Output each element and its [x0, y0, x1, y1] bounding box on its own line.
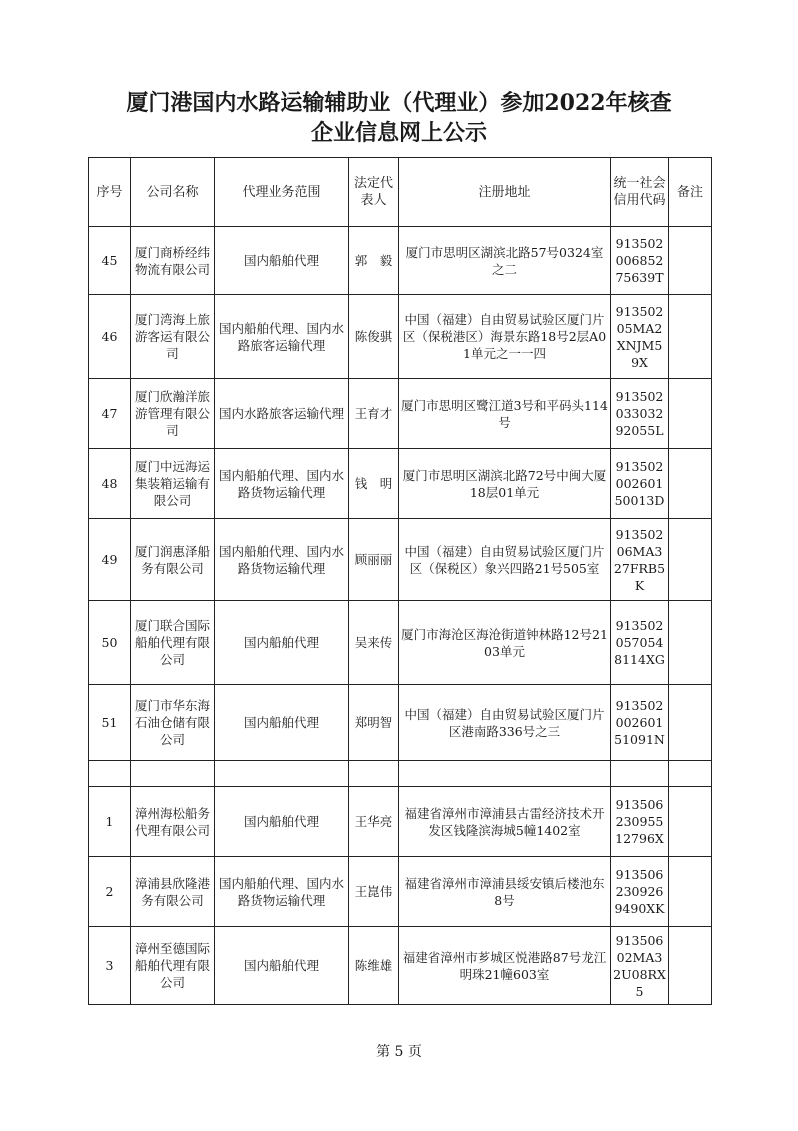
- header-scope: 代理业务范围: [215, 158, 349, 227]
- header-note: 备注: [669, 158, 712, 227]
- cell-rep: 王崑伟: [349, 857, 399, 927]
- cell-no: 1: [89, 787, 131, 857]
- cell-code: 913506230926 9490XK: [611, 857, 669, 927]
- cell-code: 91350206MA327FRB5K: [611, 519, 669, 601]
- cell-scope: 国内船舶代理、国内水路旅客运输代理: [215, 295, 349, 379]
- cell-name: 厦门润惠泽船务有限公司: [131, 519, 215, 601]
- company-table: [88, 157, 712, 1005]
- cell-no: 50: [89, 601, 131, 685]
- cell-scope: 国内船舶代理: [215, 787, 349, 857]
- cell-note: [669, 449, 712, 519]
- cell-name: 厦门市华东海石油仓储有限公司: [131, 685, 215, 761]
- blank-row: [89, 761, 712, 787]
- cell-no: 51: [89, 685, 131, 761]
- header-row: [89, 158, 712, 227]
- cell-addr: 福建省漳州市漳浦县绥安镇后楼池东8号: [399, 857, 611, 927]
- cell-scope: 国内船舶代理: [215, 927, 349, 1005]
- cell-note: [669, 927, 712, 1005]
- cell-note: [669, 379, 712, 449]
- cell-code: 91350602MA32U08RX5: [611, 927, 669, 1005]
- cell-no: 48: [89, 449, 131, 519]
- cell-name: 厦门商桥经纬物流有限公司: [131, 227, 215, 295]
- cell-addr: 中国（福建）自由贸易试验区厦门片区（保税区）象兴四路21号505室: [399, 519, 611, 601]
- cell-addr: 厦门市思明区湖滨北路57号0324室之二: [399, 227, 611, 295]
- cell-addr: 中国（福建）自由贸易试验区厦门片区港南路336号之三: [399, 685, 611, 761]
- page-number: 第 5 页: [376, 1044, 422, 1060]
- cell-no: 45: [89, 227, 131, 295]
- header-code: 统一社会信用代码: [611, 158, 669, 227]
- header-addr: 注册地址: [399, 158, 611, 227]
- table-row: [89, 519, 712, 601]
- cell-rep: 陈俊骐: [349, 295, 399, 379]
- header-rep: 法定代表人: [349, 158, 399, 227]
- cell-rep: 吴来传: [349, 601, 399, 685]
- header-name: 公司名称: [131, 158, 215, 227]
- cell-code: 91350623095512796X: [611, 787, 669, 857]
- cell-code: 91350205MA2XNJM59X: [611, 295, 669, 379]
- cell-code: 91350200260150013D: [611, 449, 669, 519]
- cell-code: 913502057054 8114XG: [611, 601, 669, 685]
- table-row: [89, 787, 712, 857]
- table-row: [89, 857, 712, 927]
- table-row: [89, 379, 712, 449]
- table-separator: [89, 761, 712, 787]
- cell-code: 91350200260151091N: [611, 685, 669, 761]
- cell-name: 厦门联合国际船舶代理有限公司: [131, 601, 215, 685]
- table-body-zhangzhou: [89, 787, 712, 1005]
- cell-addr: 厦门市思明区湖滨北路72号中闽大厦18层01单元: [399, 449, 611, 519]
- cell-scope: 国内船舶代理、国内水路货物运输代理: [215, 449, 349, 519]
- cell-rep: 郭 毅: [349, 227, 399, 295]
- cell-scope: 国内船舶代理、国内水路货物运输代理: [215, 857, 349, 927]
- cell-name: 漳州海松船务代理有限公司: [131, 787, 215, 857]
- cell-no: 3: [89, 927, 131, 1005]
- cell-scope: 国内水路旅客运输代理: [215, 379, 349, 449]
- cell-addr: 中国（福建）自由贸易试验区厦门片区（保税港区）海景东路18号2层A01单元之一一四: [399, 295, 611, 379]
- cell-rep: 王华亮: [349, 787, 399, 857]
- table-body-xiamen: [89, 227, 712, 761]
- cell-addr: 福建省漳州市芗城区悦港路87号龙江明珠21幢603室: [399, 927, 611, 1005]
- cell-note: [669, 227, 712, 295]
- cell-note: [669, 787, 712, 857]
- cell-code: 913502006852 75639T: [611, 227, 669, 295]
- cell-no: 46: [89, 295, 131, 379]
- cell-rep: 王育才: [349, 379, 399, 449]
- cell-scope: 国内船舶代理: [215, 685, 349, 761]
- cell-no: 49: [89, 519, 131, 601]
- cell-name: 漳州至德国际船舶代理有限公司: [131, 927, 215, 1005]
- cell-scope: 国内船舶代理: [215, 227, 349, 295]
- table-row: [89, 685, 712, 761]
- cell-scope: 国内船舶代理、国内水路货物运输代理: [215, 519, 349, 601]
- table-row: [89, 927, 712, 1005]
- table-row: [89, 449, 712, 519]
- cell-scope: 国内船舶代理: [215, 601, 349, 685]
- cell-note: [669, 685, 712, 761]
- cell-rep: 陈维雄: [349, 927, 399, 1005]
- cell-rep: 顾丽丽: [349, 519, 399, 601]
- cell-name: 厦门中远海运集装箱运输有限公司: [131, 449, 215, 519]
- cell-name: 厦门湾海上旅游客运有限公司: [131, 295, 215, 379]
- cell-note: [669, 519, 712, 601]
- title-line-2: 企业信息网上公示: [310, 120, 487, 146]
- cell-addr: 福建省漳州市漳浦县古雷经济技术开发区钱隆滨海城5幢1402室: [399, 787, 611, 857]
- cell-note: [669, 295, 712, 379]
- header-no: 序号: [89, 158, 131, 227]
- cell-note: [669, 601, 712, 685]
- table-row: [89, 601, 712, 685]
- title-line-1: 厦门港国内水路运输辅助业（代理业）参加2022年核查: [126, 90, 672, 116]
- cell-name: 厦门欣瀚洋旅游管理有限公司: [131, 379, 215, 449]
- document-title: [0, 88, 798, 148]
- cell-code: 91350203303292055L: [611, 379, 669, 449]
- cell-note: [669, 857, 712, 927]
- cell-addr: 厦门市海沧区海沧街道钟林路12号2103单元: [399, 601, 611, 685]
- table-row: [89, 227, 712, 295]
- table-row: [89, 295, 712, 379]
- cell-addr: 厦门市思明区鹭江道3号和平码头114号: [399, 379, 611, 449]
- cell-no: 47: [89, 379, 131, 449]
- cell-rep: 钱 明: [349, 449, 399, 519]
- cell-name: 漳浦县欣隆港务有限公司: [131, 857, 215, 927]
- cell-rep: 郑明智: [349, 685, 399, 761]
- cell-no: 2: [89, 857, 131, 927]
